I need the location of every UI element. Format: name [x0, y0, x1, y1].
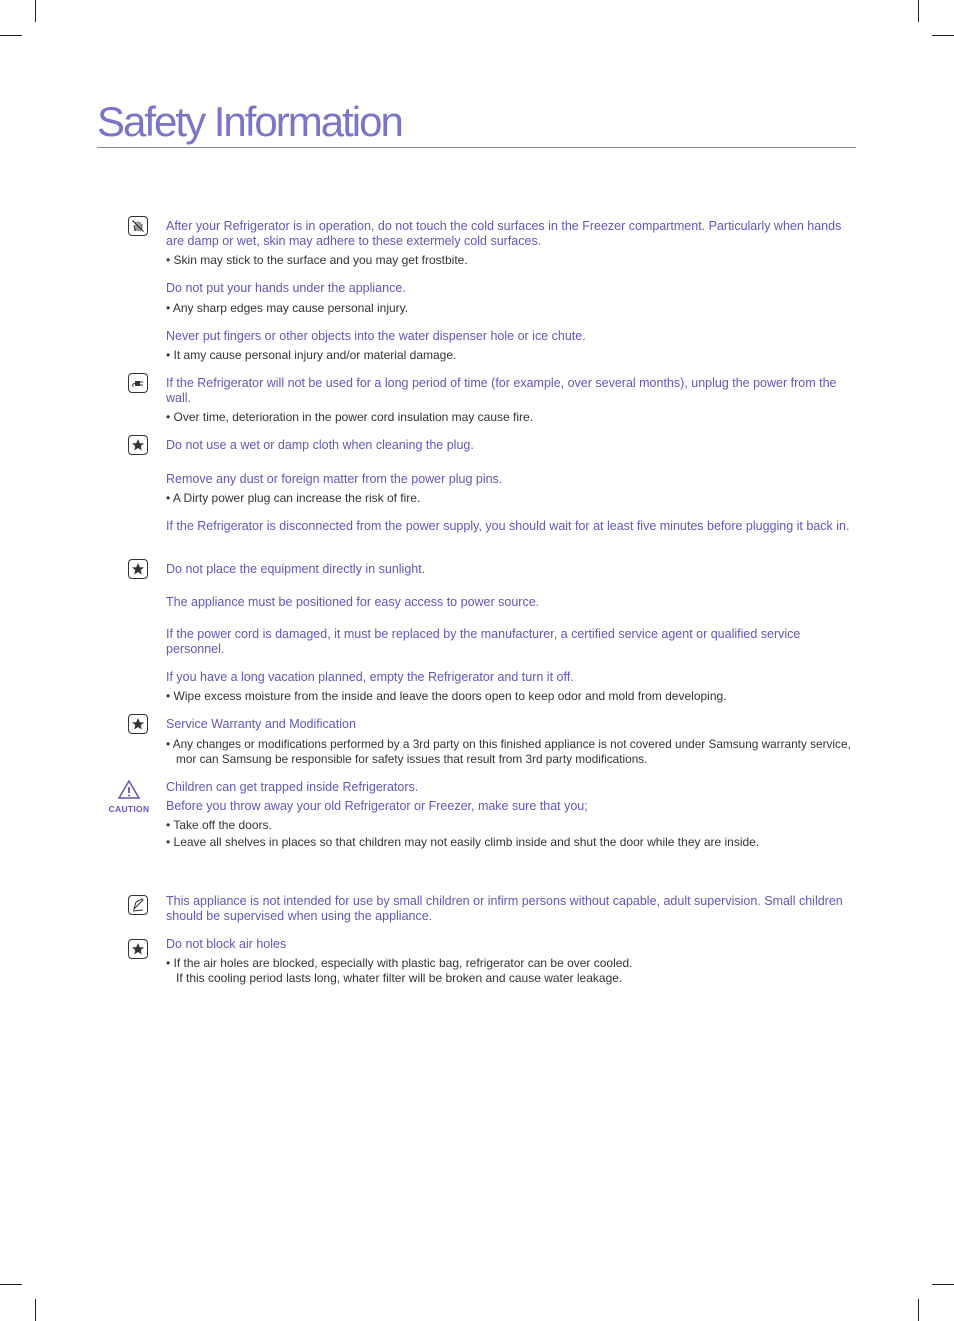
item-bullet: • If the air holes are blocked, especially with plastic bag, refrigerator can be over cooled.: [166, 956, 633, 970]
important-star-icon: [128, 435, 148, 455]
safety-item: [166, 595, 856, 610]
crop-mark: [932, 1284, 954, 1285]
safety-item: [166, 670, 856, 704]
important-star-icon: [128, 714, 148, 734]
unplug-icon: [128, 373, 148, 393]
item-heading: The appliance must be positioned for easy access to power source.: [166, 595, 540, 609]
item-heading: If the power cord is damaged, it must be replaced by the manufacturer, a certified service agent or qualified service personnel.: [166, 627, 801, 656]
item-bullet: • Take off the doors.: [166, 818, 272, 832]
safety-item: [166, 562, 856, 577]
important-star-icon: [128, 939, 148, 959]
safety-item: [166, 780, 856, 850]
safety-item: [166, 894, 856, 924]
note-icon: [128, 895, 148, 915]
crop-mark: [918, 0, 919, 22]
caution-marker: [104, 780, 154, 814]
crop-mark: [918, 1299, 919, 1321]
item-heading: Do not put your hands under the appliance.: [166, 281, 406, 295]
safety-item: [166, 281, 856, 316]
item-bullet: • Over time, deterioration in the power cord insulation may cause fire.: [166, 410, 534, 424]
item-bullet: • It amy cause personal injury and/or material damage.: [166, 348, 457, 362]
crop-mark: [35, 1299, 36, 1321]
crop-mark: [932, 35, 954, 36]
item-heading: If the Refrigerator will not be used for a long period of time (for example, over several months), unplug the power from the wall.: [166, 376, 837, 405]
item-heading: This appliance is not intended for use by small children or infirm persons without capable, adult supervision. Small children should be supervised when using the appliance.: [166, 894, 843, 923]
item-bullet: • Any changes or modifications performed by a 3rd party on this finished appliance is not covered under Samsung warranty service, mor can Samsung be responsible for safety issues that result from 3rd party modifications.: [166, 737, 851, 766]
safety-item: [166, 376, 856, 425]
item-bullet: • A Dirty power plug can increase the risk of fire.: [166, 491, 421, 505]
title-divider: [97, 147, 856, 148]
safety-item: [166, 717, 856, 767]
safety-item: [166, 937, 856, 986]
item-bullet: • Any sharp edges may cause personal injury.: [166, 301, 409, 315]
item-heading: Children can get trapped inside Refrigerators.: [166, 780, 419, 794]
item-bullet: • Leave all shelves in places so that children may not easily climb inside and shut the door while they are inside.: [166, 835, 760, 849]
safety-item: [166, 519, 856, 534]
item-heading: Never put fingers or other objects into the water dispenser hole or ice chute.: [166, 329, 586, 343]
crop-mark: [0, 1284, 22, 1285]
safety-item: [166, 627, 856, 657]
item-heading: Remove any dust or foreign matter from the power plug pins.: [166, 472, 503, 486]
item-heading: Service Warranty and Modification: [166, 717, 356, 731]
item-heading: Do not use a wet or damp cloth when cleaning the plug.: [166, 438, 474, 452]
item-heading: Before you throw away your old Refrigerator or Freezer, make sure that you;: [166, 799, 588, 813]
item-heading: Do not block air holes: [166, 937, 287, 951]
crop-mark: [35, 0, 36, 22]
important-star-icon: [128, 559, 148, 579]
safety-item: [166, 472, 856, 506]
item-heading: If the Refrigerator is disconnected from the power supply, you should wait for at least five minutes before plugging it back in.: [166, 519, 850, 533]
safety-item: [166, 329, 856, 363]
item-bullet: • Wipe excess moisture from the inside and leave the doors open to keep odor and mold from developing.: [166, 689, 727, 703]
item-bullet-continuation: If this cooling period lasts long, whater filter will be broken and cause water leakage.: [176, 971, 623, 985]
item-heading: After your Refrigerator is in operation, do not touch the cold surfaces in the Freezer compartment. Particularly when hands are damp or wet, skin may adhere to these extermely cold surfaces.: [166, 219, 842, 248]
page-title: Safety Information: [97, 98, 402, 145]
do-not-touch-icon: [128, 216, 148, 236]
safety-item: [166, 219, 856, 268]
item-heading: If you have a long vacation planned, empty the Refrigerator and turn it off.: [166, 670, 574, 684]
crop-mark: [0, 35, 22, 36]
safety-item: [166, 438, 856, 453]
caution-triangle-icon: [118, 780, 140, 799]
item-heading: Do not place the equipment directly in sunlight.: [166, 562, 426, 576]
item-bullet: • Skin may stick to the surface and you may get frostbite.: [166, 253, 468, 267]
caution-label: CAUTION: [108, 804, 150, 814]
